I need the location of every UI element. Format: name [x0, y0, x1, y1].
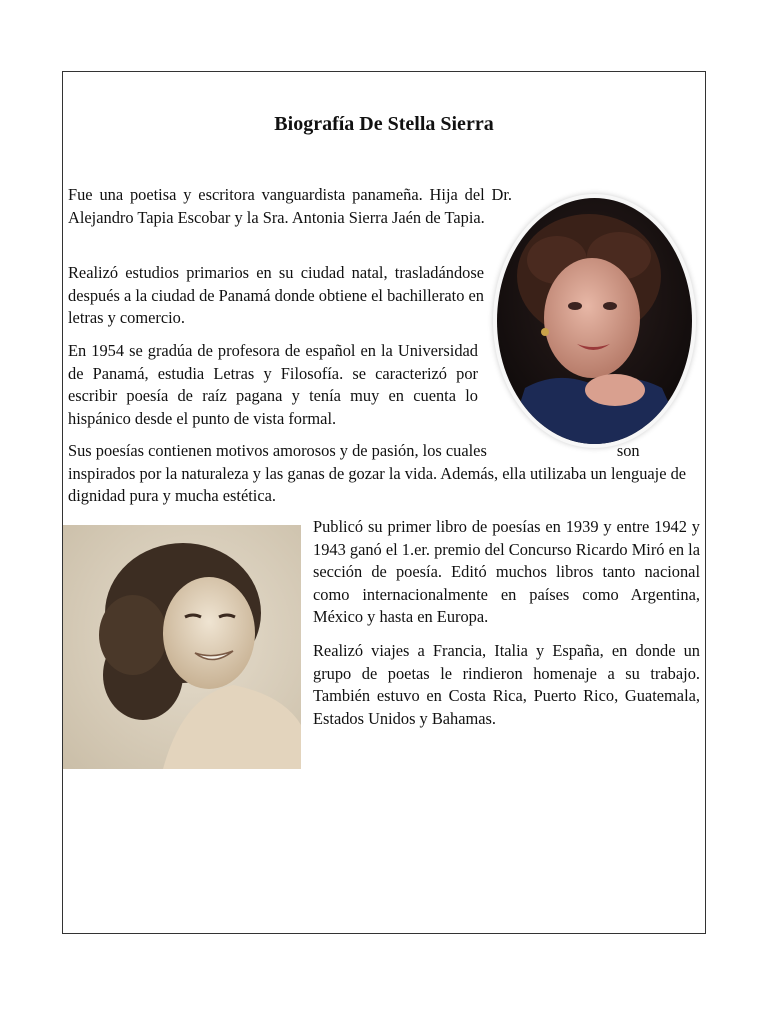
paragraph-poetry-style [68, 440, 700, 508]
paragraph-university: En 1954 se gradúa de profesora de español en la Universidad de Panamá, estudia Letras y Filosofía. se caracterizó por escribir poesía de raíz pagana y tenía muy en cuenta lo hispánico desde el punto de vista formal. [68, 341, 478, 428]
paragraph-travels: Realizó viajes a Francia, Italia y España, en donde un grupo de poetas le rindieron homenaje a su trabajo. También estuvo en Costa Rica, Puerto Rico, Guatemala, Estados Unidos y Bahamas. [313, 641, 700, 728]
page-title: Biografía De Stella Sierra [274, 113, 494, 135]
portrait-older-photo [497, 198, 692, 444]
paragraph-publications: Publicó su primer libro de poesías en 1939 y entre 1942 y 1943 ganó el 1.er. premio del Concurso Ricardo Miró en la sección de poesía. Editó muchos libros tanto nacional como internacionalmente en países como Argentina, México y hasta en Europa. [313, 517, 700, 626]
paragraph-poetry-style-end: son inspirados por la naturaleza y las ganas de gozar la vida. Además, ella utilizaba un lenguaje de dignidad pura y mucha estética. [68, 441, 687, 505]
paragraph-studies: Realizó estudios primarios en su ciudad natal, trasladándose después a la ciudad de Panamá donde obtiene el bachillerato en letras y comercio. [68, 263, 484, 327]
portrait-young-photo [63, 525, 301, 769]
paragraph-poetry-style-start: Sus poesías contienen motivos amorosos y de pasión, los cuales [68, 441, 487, 460]
paragraph-family: Fue una poetisa y escritora vanguardista panameña. Hija del Dr. Alejandro Tapia Escobar y la Sra. Antonia Sierra Jaén de Tapia. [68, 185, 512, 227]
